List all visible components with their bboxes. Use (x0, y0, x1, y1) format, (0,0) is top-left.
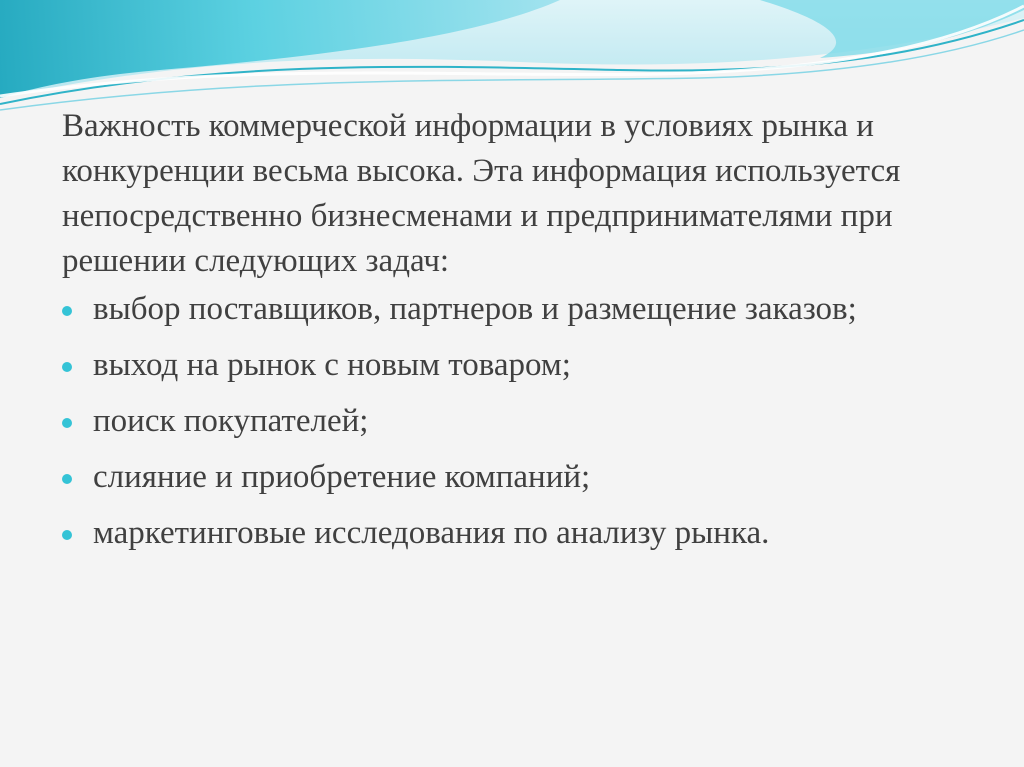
bullet-icon (62, 418, 72, 428)
bullet-list (62, 287, 962, 556)
list-item (62, 455, 962, 500)
bullet-text: слияние и приобретение компаний; (93, 459, 591, 495)
bullet-text: выбор поставщиков, партнеров и размещение заказов; (93, 291, 857, 327)
bullet-icon (62, 530, 72, 540)
bullet-text: маркетинговые исследования по анализу рынка. (93, 515, 770, 551)
intro-paragraph: Важность коммерческой информации в условиях рынка и конкуренции весьма высока. Эта информация используется непосредственно бизнесменами и предпринимателями при решении следующих задач: (62, 108, 901, 279)
list-item (62, 343, 962, 388)
bullet-icon (62, 474, 72, 484)
list-item (62, 399, 962, 444)
bullet-icon (62, 306, 72, 316)
header-wave-decoration (0, 0, 1024, 115)
list-item (62, 511, 962, 556)
bullet-text: выход на рынок с новым товаром; (93, 347, 571, 383)
list-item (62, 287, 962, 332)
slide-content (62, 104, 962, 567)
bullet-icon (62, 362, 72, 372)
bullet-text: поиск покупателей; (93, 403, 369, 439)
